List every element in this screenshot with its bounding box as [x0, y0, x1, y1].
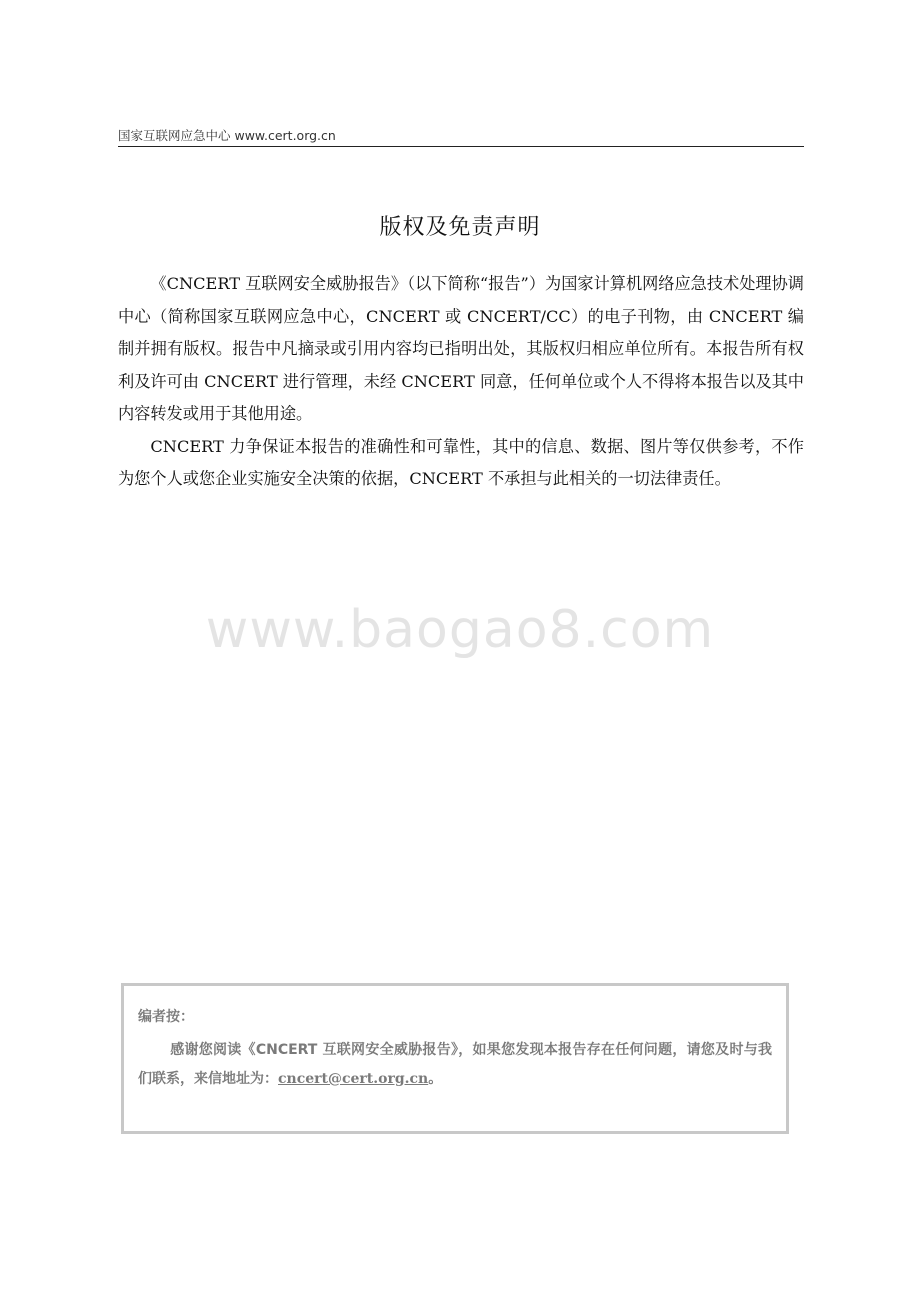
editor-note-box: [121, 983, 789, 1134]
editor-note-text-before: 感谢您阅读《CNCERT 互联网安全威胁报告》，如果您发现本报告存在任何问题，请您及时与我们联系，来信地址为：: [138, 1042, 772, 1087]
paragraph-disclaimer: CNCERT 力争保证本报告的准确性和可靠性，其中的信息、数据、图片等仅供参考，不作为您个人或您企业实施安全决策的依据，CNCERT 不承担与此相关的一切法律责任。: [118, 436, 804, 488]
disclaimer-body: [118, 268, 804, 496]
editor-note-label: 编者按：: [138, 1009, 194, 1025]
page-title: 版权及免责声明: [379, 215, 541, 240]
editor-note-text: [138, 1036, 772, 1094]
contact-email-link[interactable]: cncert@cert.org.cn: [278, 1071, 429, 1087]
paragraph-copyright: 《CNCERT 互联网安全威胁报告》（以下简称“报告”）为国家计算机网络应急技术处理协调中心（简称国家互联网应急中心，CNCERT 或 CNCERT/CC）的电子刊物，由 CNCERT 编制并拥有版权。报告中凡摘录或引用内容均已指明出处，其版权归相应单位所有。本报告所有权利及许可由 CNCERT 进行管理，未经 CNCERT 同意，任何单位或个人不得将本报告以及其中内容转发或用于其他用途。: [118, 274, 804, 423]
editor-note-text-after: 。: [428, 1071, 443, 1087]
watermark: www.baogao8.com: [205, 600, 715, 660]
page-header: 国家互联网应急中心 www.cert.org.cn: [118, 128, 804, 147]
